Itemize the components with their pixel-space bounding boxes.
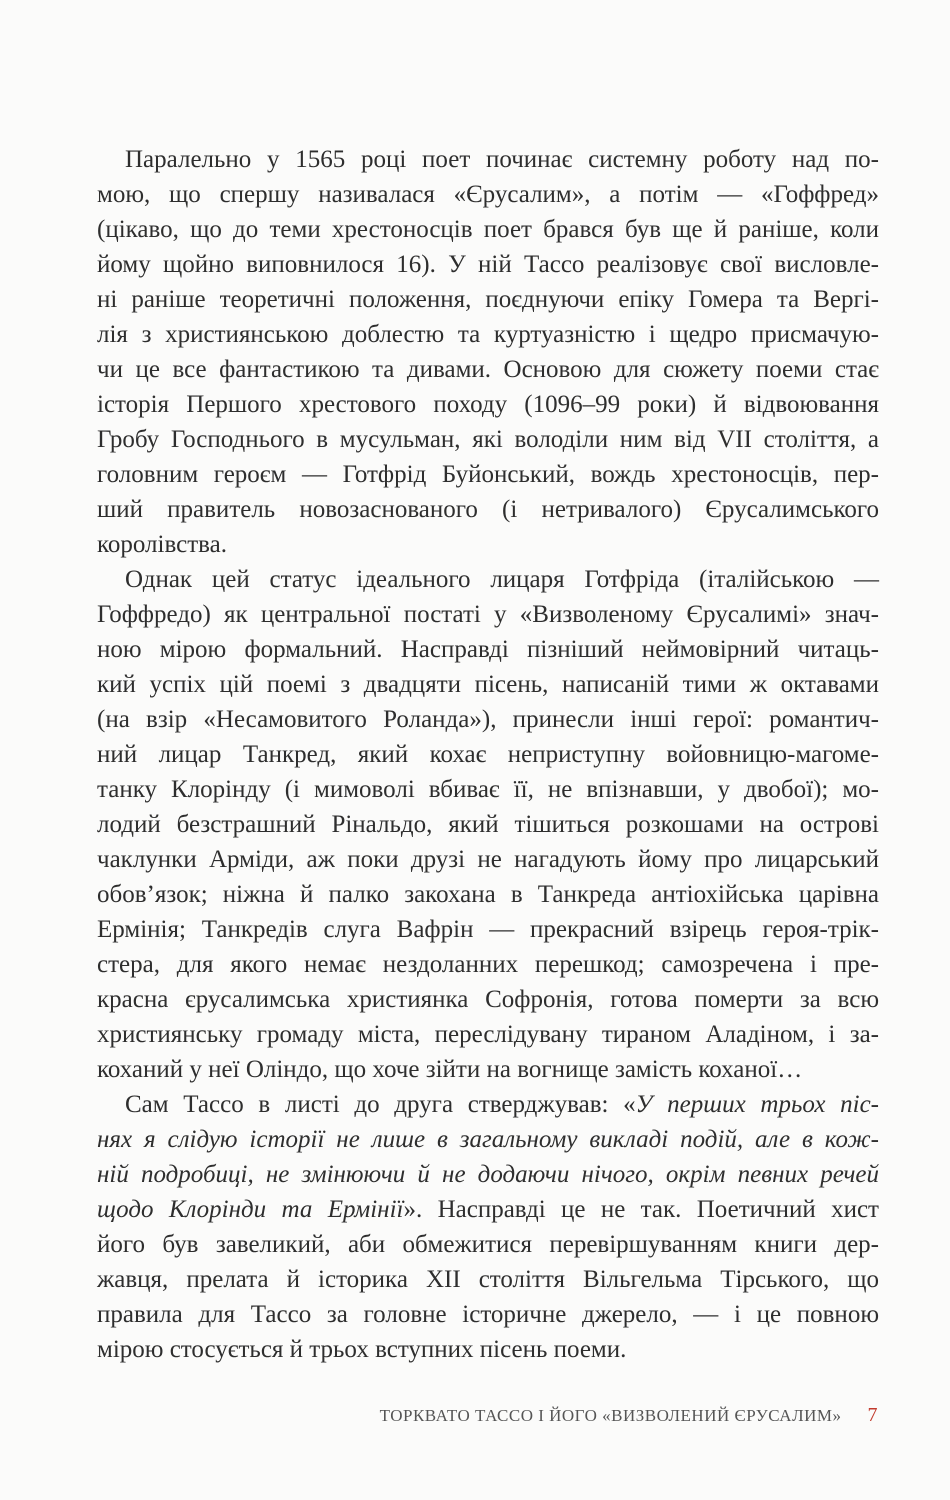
text-line xyxy=(97,387,879,422)
text-segment: його був завеликий, аби обмежитися перевіршуванням книги дер- xyxy=(97,1231,879,1258)
text-line xyxy=(97,142,879,177)
text-line xyxy=(97,422,879,457)
text-line xyxy=(97,1087,879,1122)
text-line xyxy=(97,1297,879,1332)
text-segment: ні раніше теоретичні положення, поєднуючи епіку Гомера та Вергі- xyxy=(97,286,879,313)
text-line xyxy=(97,1332,879,1367)
paragraph xyxy=(97,562,879,1087)
text-line xyxy=(97,527,879,562)
text-segment: лія з християнською доблестю та куртуазністю і щедро присмачую- xyxy=(97,321,879,348)
page-body xyxy=(97,142,879,1367)
paragraph xyxy=(97,1087,879,1367)
text-segment: правила для Тассо за головне історичне джерело, — і це повною xyxy=(97,1301,879,1328)
italic-quote-text: щодо Клорінди та Ермінії xyxy=(97,1196,404,1223)
text-line xyxy=(97,1052,879,1087)
text-line xyxy=(97,492,879,527)
text-line xyxy=(97,667,879,702)
text-line xyxy=(97,597,879,632)
text-segment: Гоффредо) як центральної постаті у «Визволеному Єрусалимі» знач- xyxy=(97,601,879,628)
text-segment: мірою стосується й трьох вступних пісень поеми. xyxy=(97,1336,627,1363)
text-segment: головним героєм — Готфрід Буйонський, вождь хрестоносців, пер- xyxy=(97,461,879,488)
italic-quote-text: нях я слідую історії не лише в загальному викладі подій, але в кож- xyxy=(97,1126,879,1153)
text-segment: обов’язок; ніжна й палко закохана в Танкреда антіохійська царівна xyxy=(97,881,879,908)
text-line xyxy=(97,1017,879,1052)
text-segment: танку Клорінду (і мимоволі вбиває її, не впізнавши, у двобої); мо- xyxy=(97,776,879,803)
text-line xyxy=(97,1122,879,1157)
text-segment: Ермінія; Танкредів слуга Вафрін — прекрасний взірець героя-трік- xyxy=(97,916,879,943)
text-segment: історія Першого хрестового походу (1096–99 роки) й відвоювання xyxy=(97,391,879,418)
text-segment: ною мірою формальний. Насправді пізніший неймовірний читаць- xyxy=(97,636,879,663)
text-line xyxy=(97,562,879,597)
text-line xyxy=(97,1192,879,1227)
text-line xyxy=(97,807,879,842)
text-segment: чаклунки Арміди, аж поки друзі не нагадують йому про лицарський xyxy=(97,846,879,873)
text-line xyxy=(97,737,879,772)
text-segment: королівства. xyxy=(97,531,227,558)
text-line xyxy=(97,317,879,352)
text-line xyxy=(97,247,879,282)
text-segment: Однак цей статус ідеального лицаря Готфріда (італійською — xyxy=(125,566,879,593)
text-line xyxy=(97,877,879,912)
text-segment: мою, що спершу називалася «Єрусалим», а потім — «Гоффред» xyxy=(97,181,879,208)
text-line xyxy=(97,1262,879,1297)
text-segment: ». Насправді це не так. Поетичний хист xyxy=(403,1196,879,1223)
running-title: ТОРКВАТО ТАССО І ЙОГО «ВИЗВОЛЕНИЙ ЄРУСАЛИМ» xyxy=(379,1406,842,1425)
text-segment: йому щойно виповнилося 16). У ній Тассо реалізовує свої висловле- xyxy=(97,251,879,278)
text-line xyxy=(97,702,879,737)
text-segment: Паралельно у 1565 році поет починає системну роботу над по- xyxy=(125,146,879,173)
text-segment: ний лицар Танкред, який кохає неприступну войовницю-магоме- xyxy=(97,741,879,768)
text-line xyxy=(97,282,879,317)
text-segment: чи це все фантастикою та дивами. Основою для сюжету поеми стає xyxy=(97,356,879,383)
text-segment: кий успіх цій поемі з двадцяти пісень, написаній тими ж октавами xyxy=(97,671,879,698)
text-line xyxy=(97,947,879,982)
text-line xyxy=(97,177,879,212)
text-segment: Гробу Господнього в мусульман, які володіли ним від VII століття, а xyxy=(97,426,879,453)
text-line xyxy=(97,912,879,947)
paragraph xyxy=(97,142,879,562)
text-line xyxy=(97,1157,879,1192)
text-line xyxy=(97,772,879,807)
text-segment: (цікаво, що до теми хрестоносців поет брався був ще й раніше, коли xyxy=(97,216,879,243)
text-segment: красна єрусалимська християнка Софронія, готова померти за всю xyxy=(97,986,879,1013)
text-line xyxy=(97,212,879,247)
italic-quote-text: ній подробиці, не змінюючи й не додаючи нічого, окрім певних речей xyxy=(97,1161,879,1188)
text-segment: лодий безстрашний Рінальдо, який тішиться розкошами на острові xyxy=(97,811,879,838)
text-line xyxy=(97,632,879,667)
text-line xyxy=(97,352,879,387)
page-footer xyxy=(0,1404,878,1427)
italic-quote-text: У перших трьох піс- xyxy=(635,1091,880,1118)
text-line xyxy=(97,1227,879,1262)
text-segment: жавця, прелата й історика XII століття Вільгельма Тірського, що xyxy=(97,1266,879,1293)
text-segment: ший правитель новозаснованого (і нетривалого) Єрусалимського xyxy=(97,496,879,523)
text-line xyxy=(97,457,879,492)
text-segment: коханий у неї Оліндо, що хоче зійти на вогнище замість коханої… xyxy=(97,1056,803,1083)
text-segment: стера, для якого немає нездоланних перешкод; самозречена і пре- xyxy=(97,951,879,978)
text-segment: (на взір «Несамовитого Роланда»), принесли інші герої: романтич- xyxy=(97,706,879,733)
text-segment: Сам Тассо в листі до друга стверджував: « xyxy=(125,1091,636,1118)
text-segment: християнську громаду міста, переслідувану тираном Аладіном, і за- xyxy=(97,1021,879,1048)
text-line xyxy=(97,842,879,877)
page-number: 7 xyxy=(867,1404,878,1426)
text-line xyxy=(97,982,879,1017)
